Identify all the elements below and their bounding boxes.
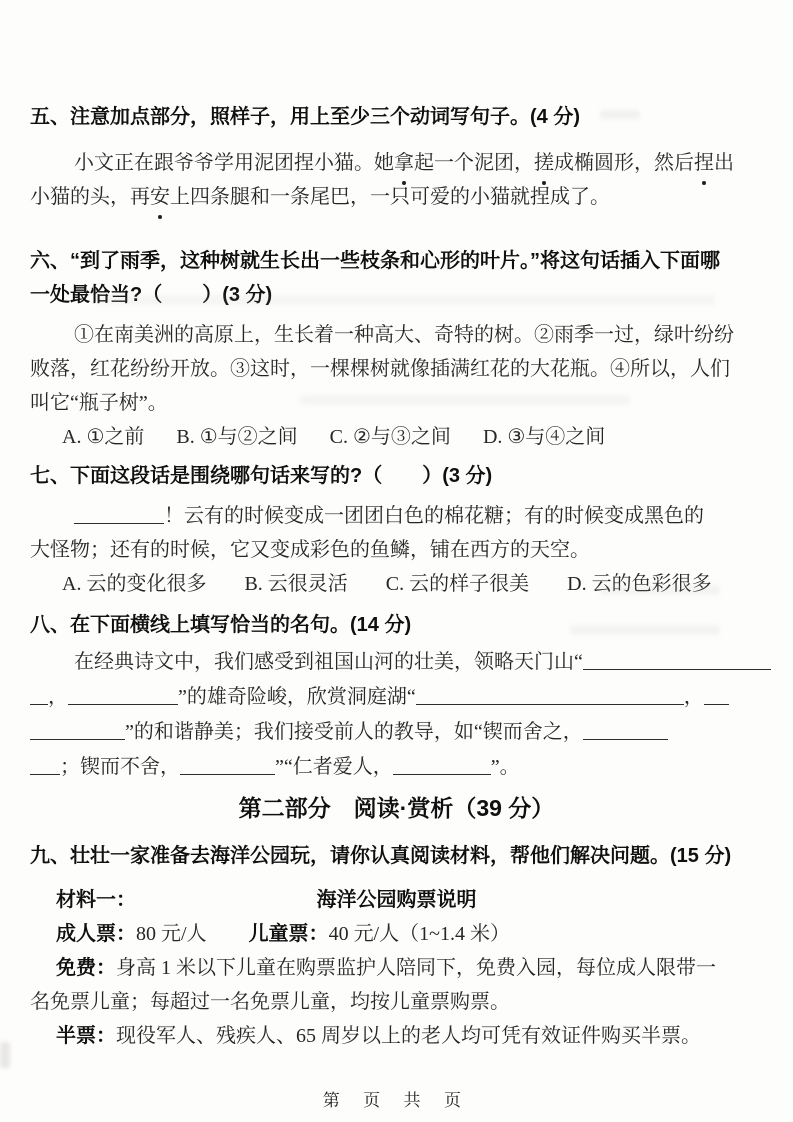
fill-in-blank: [30, 759, 60, 775]
text-run: ，: [48, 686, 68, 708]
ticket-price-row: [30, 917, 763, 951]
q8-line4: [30, 750, 763, 785]
free-policy-text1: 身高 1 米以下儿童在购票监护人陪同下，免费入园，每位成人限带一: [116, 957, 716, 979]
text-run: 成椭圆形，然后: [554, 152, 694, 174]
fill-in-blank: [583, 724, 668, 740]
fill-in-blank: [704, 689, 729, 705]
q6-passage-line3: 叫它“瓶子树”。: [30, 392, 168, 414]
text-run: ”的和谐静美；我们接受前人的教导，如“锲而舍之，: [125, 721, 583, 743]
fill-in-blank: [180, 759, 275, 775]
child-ticket-label: 儿童票：: [248, 923, 329, 945]
q7-passage: [30, 499, 763, 567]
q5-para-line1: [30, 146, 763, 180]
adult-ticket-value: 80 元/人: [136, 923, 207, 945]
page-footer: 第 页 共 页: [322, 1091, 471, 1110]
q5-title: 五、注意加点部分，照样子，用上至少三个动词写句子。(4 分): [30, 106, 580, 128]
question-9: [30, 839, 763, 1053]
text-run: 小猫的头，再: [30, 186, 150, 208]
q6-passage-line1: ①在南美洲的高原上，生长着一种高大、奇特的树。②雨季一过，绿叶纷纷: [74, 324, 734, 346]
emphasized-char: 搓: [534, 146, 554, 180]
free-policy-label: 免费：: [56, 957, 116, 979]
fill-in-blank: [74, 508, 164, 524]
q5-paragraph: [30, 146, 763, 214]
q7-option-d: D. 云的色彩很多: [567, 573, 712, 595]
q6-option-d: D. ③与④之间: [482, 426, 606, 448]
text-run: 起一个泥团，: [414, 152, 534, 174]
emphasized-char: 拿: [394, 146, 414, 180]
child-ticket-value: 40 元/人（1~1.4 米）: [328, 923, 510, 945]
q6-passage: [30, 318, 763, 420]
q7-option-b: B. 云很灵活: [244, 573, 348, 595]
text-run: ；锲而不舍，: [60, 756, 180, 778]
q7-passage-line2: 大怪物；还有的时候，它又变成彩色的鱼鳞，铺在西方的天空。: [30, 539, 590, 561]
material-1-label: 材料一：: [56, 889, 136, 911]
q7-options: [62, 567, 763, 601]
fill-in-blank: [416, 689, 684, 705]
q8-line3: [30, 715, 763, 750]
question-8: [30, 608, 763, 785]
emphasized-char: 安: [150, 180, 170, 214]
q9-title: 九、壮壮一家准备去海洋公园玩，请你认真阅读材料，帮他们解决问题。(15 分): [30, 845, 732, 867]
q6-title-line2: 一处最恰当?（ ）(3 分): [30, 284, 273, 306]
q8-fill-in-block: [30, 645, 763, 785]
q6-passage-line2: 败落，红花纷纷开放。③这时，一棵棵树就像插满红花的大花瓶。④所以，人们: [30, 358, 730, 380]
text-run: ，: [683, 686, 704, 708]
q5-para-line2: [30, 180, 763, 214]
text-run: 出: [714, 152, 734, 174]
material-1-heading: 海洋公园购票说明: [316, 889, 477, 911]
free-policy-line2: 名免票儿童；每超过一名免票儿童，均按儿童票购票。: [30, 991, 510, 1013]
q7-option-a: A. 云的变化很多: [62, 573, 207, 595]
fill-in-blank: [393, 759, 491, 775]
text-run: ”“仁者爱人，: [275, 756, 393, 778]
q6-option-b: B. ①与②之间: [176, 426, 298, 448]
material-1-header-row: [30, 883, 763, 917]
text-run: 小文正在跟爷爷学用泥团捏小猫。她: [74, 152, 394, 174]
q7-passage-line1: [30, 499, 763, 533]
scan-artifact: [0, 1042, 10, 1068]
half-price-label: 半票：: [56, 1025, 116, 1047]
free-policy-line1: [30, 951, 763, 985]
text-run: ”。: [490, 756, 520, 778]
text-run: 上四条腿和一条尾巴，一只可爱的小猫就捏成了。: [170, 186, 610, 208]
half-price-text: 现役军人、残疾人、65 周岁以上的老人均可凭有效证件购买半票。: [116, 1025, 701, 1047]
question-7: [30, 459, 763, 601]
part2-header: 第二部分 阅读·赏析（39 分）: [238, 795, 555, 821]
q6-option-c: C. ②与③之间: [329, 426, 451, 448]
q8-line2: [30, 680, 763, 715]
fill-in-blank: [68, 689, 178, 705]
q8-title: 八、在下面横线上填写恰当的名句。(14 分): [30, 614, 412, 636]
q7-option-c: C. 云的样子很美: [385, 573, 530, 595]
q7-title: 七、下面这段话是围绕哪句话来写的?（ ）(3 分): [30, 465, 493, 487]
question-5: [30, 100, 763, 214]
fill-in-blank: [30, 689, 48, 705]
question-6: [30, 244, 763, 454]
text-run: ！云有的时候变成一团团白色的棉花糖；有的时候变成黑色的: [164, 505, 704, 527]
q6-title-line1: 六、“到了雨季，这种树就生长出一些枝条和心形的叶片。”将这句话插入下面哪: [30, 250, 720, 272]
half-price-line: [30, 1019, 763, 1053]
emphasized-char: 捏: [694, 146, 714, 180]
q6-option-a: A. ①之前: [62, 426, 145, 448]
fill-in-blank: [583, 654, 771, 670]
adult-ticket-label: 成人票：: [56, 923, 136, 945]
q8-line1: [30, 645, 763, 680]
q6-options: [62, 420, 763, 454]
text-run: 在经典诗文中，我们感受到祖国山河的壮美，领略天门山“: [74, 651, 583, 673]
text-run: ”的雄奇险峻，欣赏洞庭湖“: [178, 686, 416, 708]
fill-in-blank: [30, 724, 125, 740]
material-1: [30, 883, 763, 1053]
